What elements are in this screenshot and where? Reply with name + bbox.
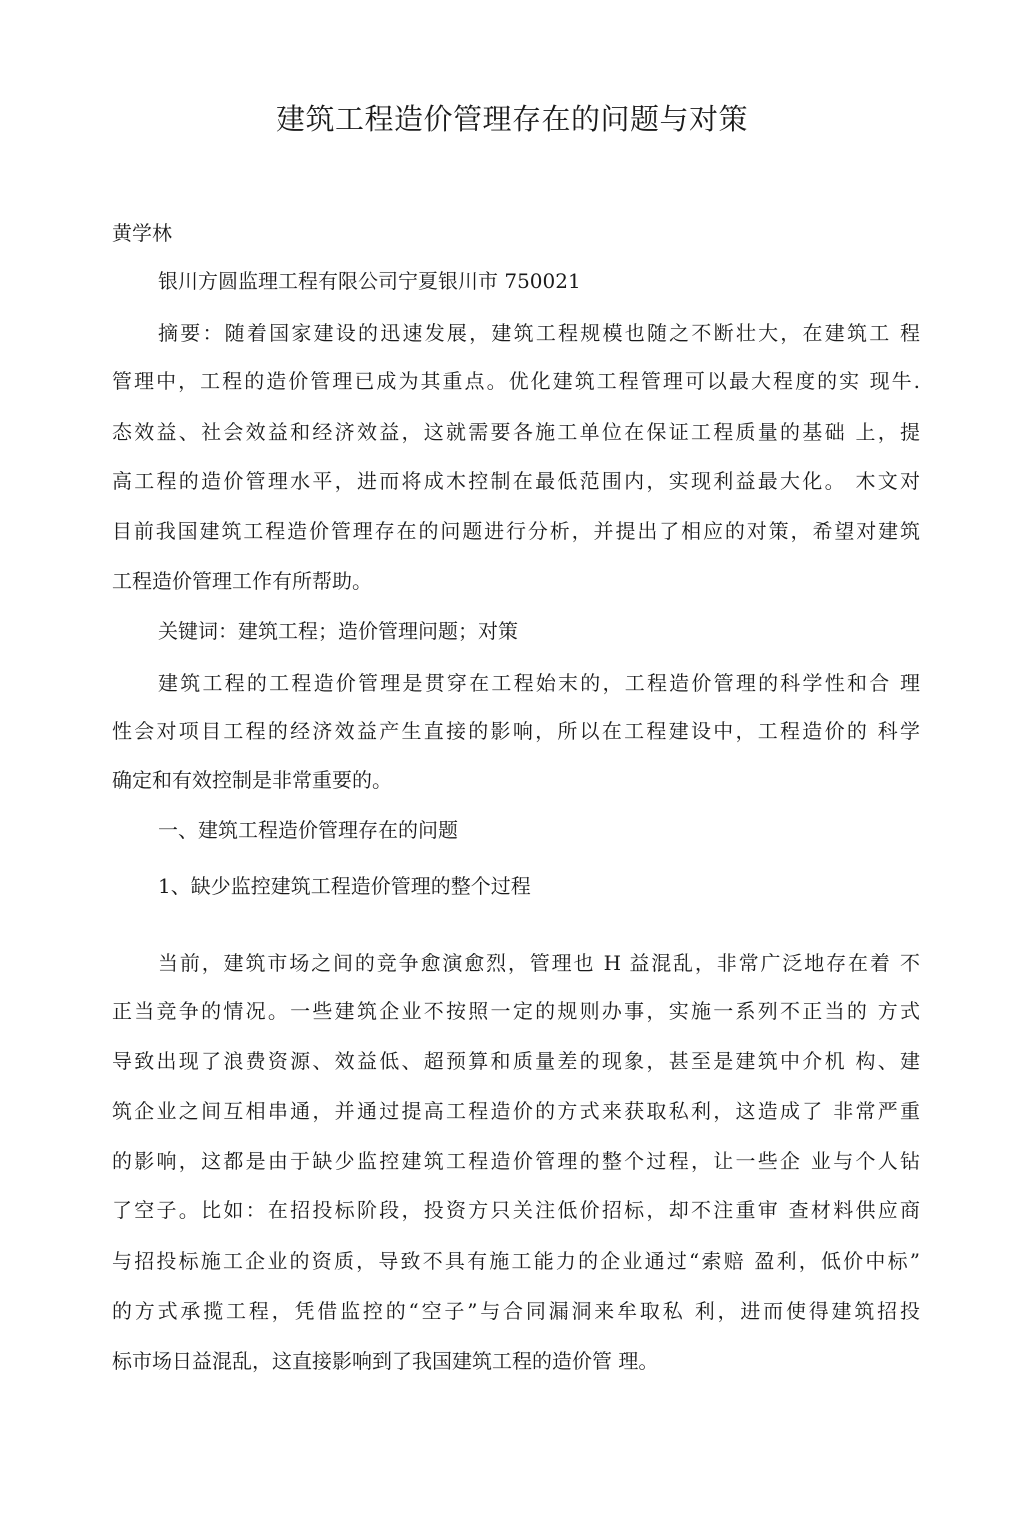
intro-line: 建筑工程的工程造价管理是贯穿在工程始末的，工程造价管理的科学性和合 理 [158, 671, 920, 695]
body-line: 与招投标施工企业的资质，导致不具有施工能力的企业通过“索赔 盈利，低价中标” [112, 1249, 920, 1273]
intro-line: 性会对项目工程的经济效益产生直接的影响，所以在工程建设中，工程造价的 科学 [112, 719, 920, 743]
author-name: 黄学林 [112, 221, 172, 245]
document-title: 建筑工程造价管理存在的问题与对策 [275, 102, 748, 136]
author-affiliation: 银川方圆监理工程有限公司宁夏银川市 750021 [158, 269, 581, 293]
keywords: 关键词：建筑工程；造价管理问题；对策 [158, 619, 518, 643]
abstract-line: 工程造价管理工作有所帮助。 [112, 569, 372, 593]
abstract-line: 目前我国建筑工程造价管理存在的问题进行分析，并提出了相应的对策，希望对建筑 [112, 519, 920, 543]
body-line: 的影响，这都是由于缺少监控建筑工程造价管理的整个过程，让一些企 业与个人钻 [112, 1149, 920, 1173]
abstract-line: 管理中，工程的造价管理已成为其重点。优化建筑工程管理可以最大程度的实 现牛. [112, 369, 920, 393]
body-line: 的方式承揽工程，凭借监控的“空子”与合同漏洞来牟取私 利，进而使得建筑招投 [112, 1299, 920, 1323]
body-line: 筑企业之间互相串通，并通过提高工程造价的方式来获取私利，这造成了 非常严重 [112, 1099, 920, 1123]
body-line: 导致出现了浪费资源、效益低、超预算和质量差的现象，甚至是建筑中介机 构、建 [112, 1049, 920, 1073]
body-line: 正当竞争的情况。一些建筑企业不按照一定的规则办事，实施一系列不正当的 方式 [112, 999, 920, 1023]
abstract-line: 高工程的造价管理水平，进而将成木控制在最低范围内，实现利益最大化。 木文对 [112, 469, 920, 493]
intro-line: 确定和有效控制是非常重要的。 [112, 768, 392, 792]
subsection-heading: 1、缺少监控建筑工程造价管理的整个过程 [158, 874, 531, 898]
body-line: 标市场日益混乱，这直接影响到了我国建筑工程的造价管 理。 [112, 1349, 659, 1373]
body-line: 当前，建筑市场之间的竞争愈演愈烈，管理也 H 益混乱，非常广泛地存在着 不 [158, 951, 920, 975]
abstract-line: 态效益、社会效益和经济效益，这就需要各施工单位在保证工程质量的基础 上，提 [112, 420, 920, 444]
abstract-line: 摘要：随着国家建设的迅速发展，建筑工程规模也随之不断壮大，在建筑工 程 [158, 321, 920, 345]
section-heading: 一、建筑工程造价管理存在的问题 [158, 818, 458, 842]
body-line: 了空子。比如：在招投标阶段，投资方只关注低价招标，却不注重审 查材料供应商 [112, 1198, 920, 1222]
